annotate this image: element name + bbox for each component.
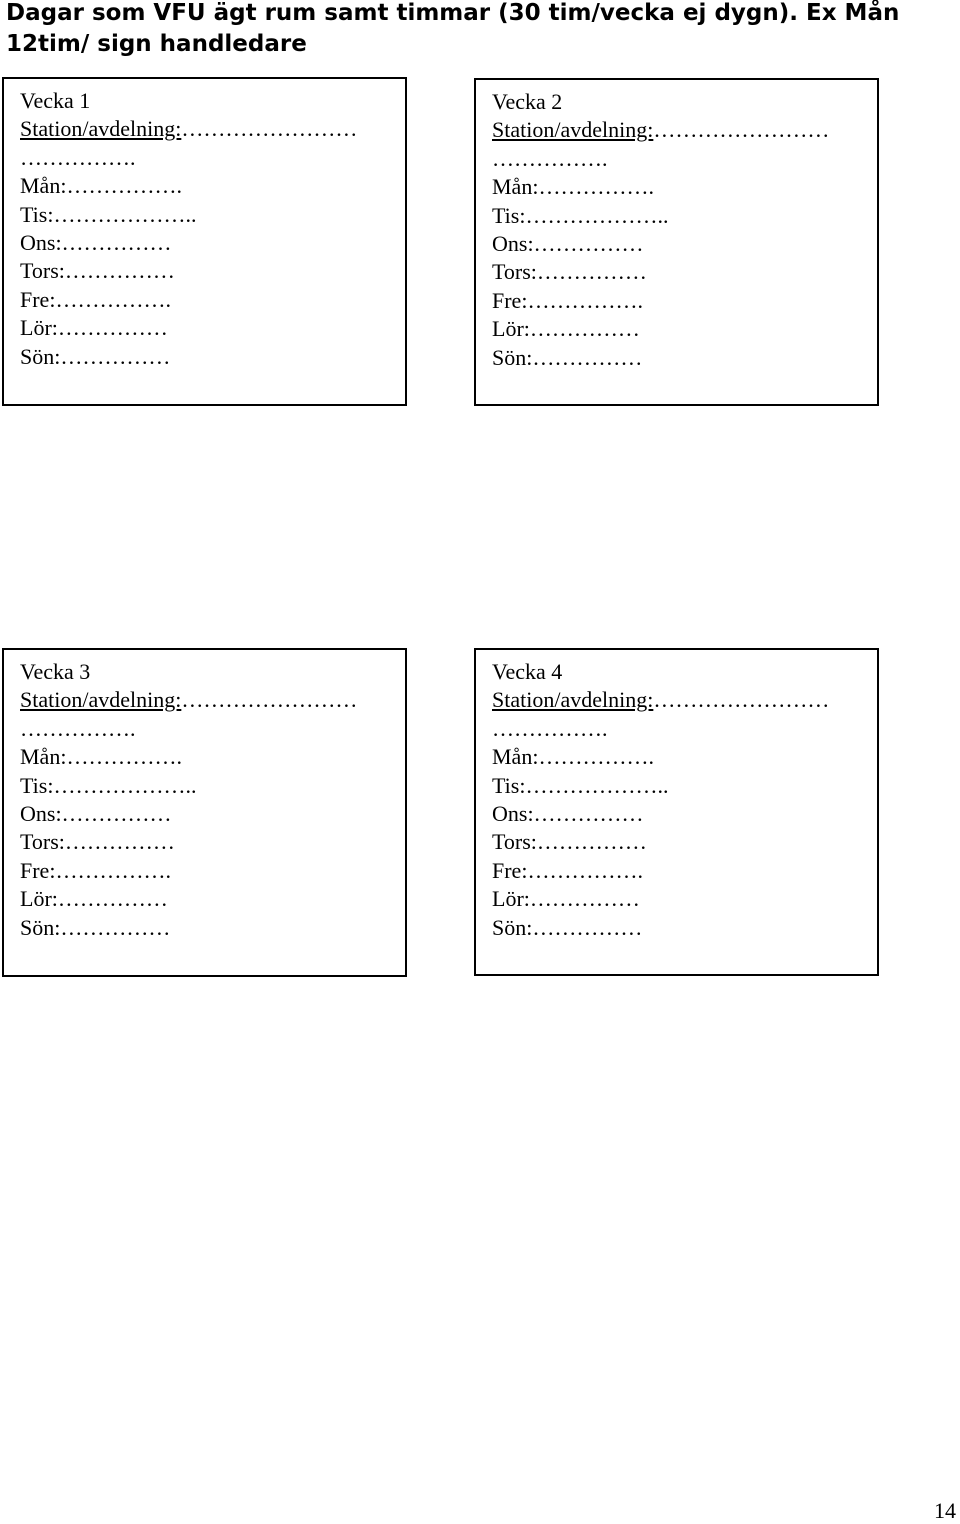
week-title: Vecka 3 (20, 659, 91, 684)
station-field[interactable] (20, 115, 405, 143)
day-field-thu[interactable]: Tors:…………… (20, 829, 175, 855)
station-dots: …………………… (653, 117, 830, 143)
day-field-thu[interactable]: Tors:…………… (20, 258, 175, 284)
station-dots: …………………… (653, 687, 830, 713)
day-field-mon[interactable]: Mån:……………. (20, 173, 182, 199)
station-field-continuation: ……………. (20, 715, 136, 741)
day-field-mon[interactable]: Mån:……………. (20, 744, 182, 770)
week-title: Vecka 4 (492, 659, 563, 684)
week-title: Vecka 2 (492, 89, 563, 114)
day-field-sun[interactable]: Sön:…………… (20, 914, 171, 940)
day-field-sat[interactable]: Lör:…………… (492, 316, 640, 342)
station-field-continuation: ……………. (492, 715, 608, 741)
station-label: Station/avdelning: (492, 117, 654, 143)
day-field-fri[interactable]: Fre:……………. (20, 857, 171, 883)
day-field-tue[interactable]: Tis:……………….. (492, 202, 669, 228)
week-4-box (474, 648, 879, 976)
day-field-tue[interactable]: Tis:……………….. (492, 772, 669, 798)
day-field-wed[interactable]: Ons:…………… (492, 230, 644, 256)
station-field-continuation: ……………. (20, 144, 136, 170)
station-field-continuation: ……………. (492, 145, 608, 171)
day-field-wed[interactable]: Ons:…………… (20, 800, 172, 826)
day-field-fri[interactable]: Fre:……………. (492, 857, 643, 883)
week-title: Vecka 1 (20, 88, 91, 113)
day-field-wed[interactable]: Ons:…………… (492, 800, 644, 826)
station-field[interactable] (492, 686, 877, 714)
week-3-box (2, 648, 407, 977)
station-dots: …………………… (181, 687, 358, 713)
station-label: Station/avdelning: (492, 687, 654, 713)
day-field-thu[interactable]: Tors:…………… (492, 829, 647, 855)
day-field-sat[interactable]: Lör:…………… (492, 886, 640, 912)
day-field-thu[interactable]: Tors:…………… (492, 259, 647, 285)
station-label: Station/avdelning: (20, 116, 182, 142)
day-field-tue[interactable]: Tis:……………….. (20, 772, 197, 798)
station-field[interactable] (20, 686, 405, 714)
page-number: 14 (934, 1498, 956, 1523)
day-field-mon[interactable]: Mån:……………. (492, 174, 654, 200)
day-field-fri[interactable]: Fre:……………. (492, 287, 643, 313)
station-field[interactable] (492, 116, 877, 144)
day-field-sat[interactable]: Lör:…………… (20, 315, 168, 341)
station-dots: …………………… (181, 116, 358, 142)
station-label: Station/avdelning: (20, 687, 182, 713)
day-field-sat[interactable]: Lör:…………… (20, 886, 168, 912)
page-heading: Dagar som VFU ägt rum samt timmar (30 tim/vecka ej dygn). Ex Mån 12tim/ sign handledare (6, 0, 900, 57)
day-field-sun[interactable]: Sön:…………… (20, 343, 171, 369)
day-field-tue[interactable]: Tis:……………….. (20, 201, 197, 227)
day-field-sun[interactable]: Sön:…………… (492, 344, 643, 370)
day-field-wed[interactable]: Ons:…………… (20, 229, 172, 255)
day-field-mon[interactable]: Mån:……………. (492, 744, 654, 770)
week-2-box (474, 78, 879, 406)
day-field-sun[interactable]: Sön:…………… (492, 914, 643, 940)
day-field-fri[interactable]: Fre:……………. (20, 286, 171, 312)
week-1-box (2, 77, 407, 406)
